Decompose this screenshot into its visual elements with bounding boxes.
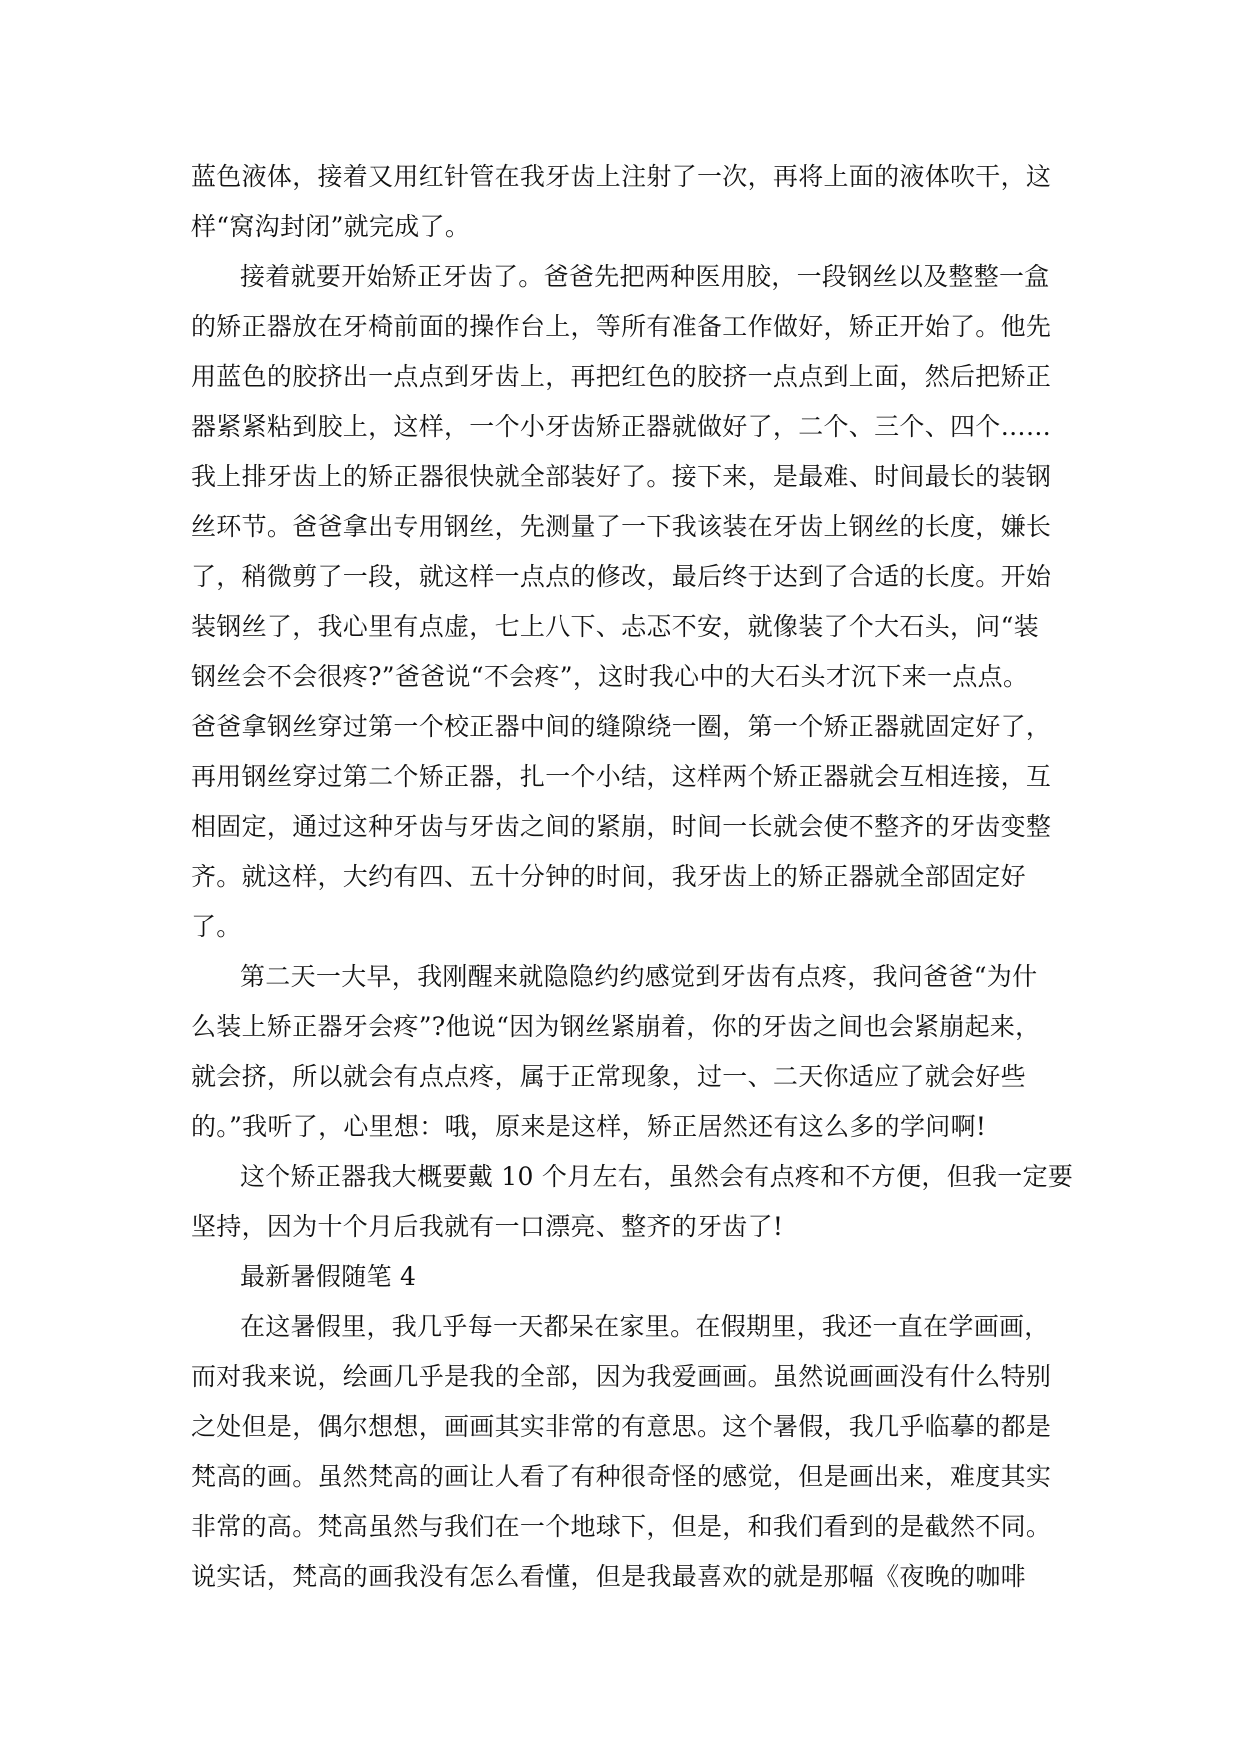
document-body [191,152,1074,1602]
text-line: 的矫正器放在牙椅前面的操作台上，等所有准备工作做好，矫正开始了。他先 [191,312,1052,341]
text-line: 说实话，梵高的画我没有怎么看懂，但是我最喜欢的就是那幅《夜晚的咖啡 [191,1562,1026,1591]
text-line: 了，稍微剪了一段，就这样一点点的修改，最后终于达到了合适的长度。开始 [191,562,1052,591]
text-line: 装钢丝了，我心里有点虚，七上八下、忐忑不安，就像装了个大石头，问“装 [191,612,1039,641]
text-line: 齐。就这样，大约有四、五十分钟的时间，我牙齿上的矫正器就全部固定好 [191,862,1026,891]
text-line: 么装上矫正器牙会疼”?他说“因为钢丝紧崩着，你的牙齿之间也会紧崩起来， [191,1012,1041,1041]
text-line: 钢丝会不会很疼?”爸爸说“不会疼”，这时我心中的大石头才沉下来一点点。 [191,662,1029,691]
text-line: 梵高的画。虽然梵高的画让人看了有种很奇怪的感觉，但是画出来，难度其实 [191,1462,1052,1491]
text-line: 相固定，通过这种牙齿与牙齿之间的紧崩，时间一长就会使不整齐的牙齿变整 [191,812,1052,841]
text-line: 这个矫正器我大概要戴 10 个月左右，虽然会有点疼和不方便，但我一定要 [240,1162,1074,1191]
text-line: 爸爸拿钢丝穿过第一个校正器中间的缝隙绕一圈，第一个矫正器就固定好了， [191,712,1052,741]
text-line: 了。 [191,912,242,941]
text-line: 的。”我听了，心里想：哦，原来是这样，矫正居然还有这么多的学问啊! [191,1112,987,1141]
text-line: 器紧紧粘到胶上，这样，一个小牙齿矫正器就做好了，二个、三个、四个…… [191,412,1052,441]
text-line: 再用钢丝穿过第二个矫正器，扎一个小结，这样两个矫正器就会互相连接，互 [191,762,1052,791]
text-line: 用蓝色的胶挤出一点点到牙齿上，再把红色的胶挤一点点到上面，然后把矫正 [191,362,1052,391]
text-line: 样“窝沟封闭”就完成了。 [191,212,471,241]
text-line: 接着就要开始矫正牙齿了。爸爸先把两种医用胶，一段钢丝以及整整一盒 [240,262,1050,291]
text-line: 第二天一大早，我刚醒来就隐隐约约感觉到牙齿有点疼，我问爸爸“为什 [240,962,1038,991]
text-line: 在这暑假里，我几乎每一天都呆在家里。在假期里，我还一直在学画画， [240,1312,1050,1341]
text-line: 之处但是，偶尔想想，画画其实非常的有意思。这个暑假，我几乎临摹的都是 [191,1412,1052,1441]
text-line: 蓝色液体，接着又用红针管在我牙齿上注射了一次，再将上面的液体吹干，这 [191,162,1052,191]
text-line: 丝环节。爸爸拿出专用钢丝，先测量了一下我该装在牙齿上钢丝的长度，嫌长 [191,512,1052,541]
text-line: 非常的高。梵高虽然与我们在一个地球下，但是，和我们看到的是截然不同。 [191,1512,1052,1541]
text-line: 坚持，因为十个月后我就有一口漂亮、整齐的牙齿了! [191,1212,784,1241]
text-line: 而对我来说，绘画几乎是我的全部，因为我爱画画。虽然说画画没有什么特别 [191,1362,1052,1391]
text-line: 我上排牙齿上的矫正器很快就全部装好了。接下来，是最难、时间最长的装钢 [191,462,1052,491]
text-line: 就会挤，所以就会有点点疼，属于正常现象，过一、二天你适应了就会好些 [191,1062,1026,1091]
text-line: 最新暑假随笔 4 [240,1262,417,1291]
